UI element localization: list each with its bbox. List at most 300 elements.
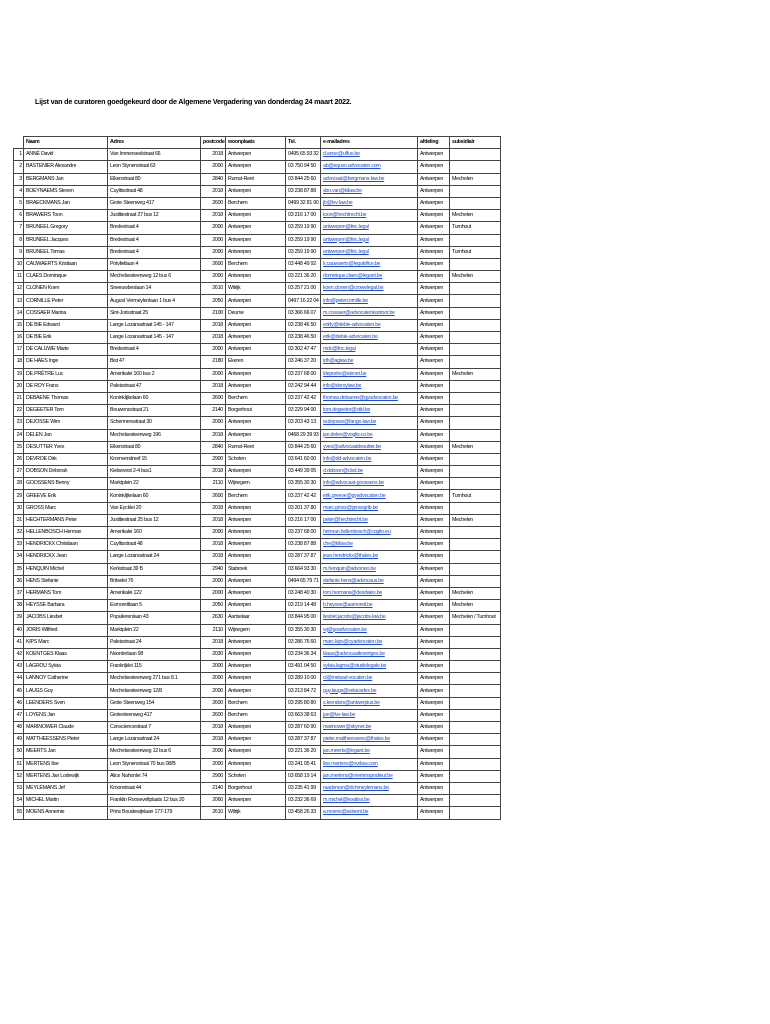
- cell-woonplaats: Borgerhout: [226, 782, 286, 794]
- cell-tel: 03 289 10 00: [286, 673, 321, 685]
- row-number: 33: [14, 539, 24, 551]
- email-link[interactable]: sylvia.lagrou@studiolegale.be: [321, 661, 418, 673]
- cell-postcode: 2000: [201, 527, 226, 539]
- cell-subsidiair: [450, 527, 501, 539]
- row-number: 37: [14, 587, 24, 599]
- cell-naam: GREEVE Erik: [24, 490, 108, 502]
- email-link[interactable]: jan@lvv-law.be: [321, 709, 418, 721]
- email-link[interactable]: toon@hechtrecht.be: [321, 210, 418, 222]
- cell-afdeling: Antwerpen: [418, 587, 450, 599]
- cell-naam: DE BIE Erik: [24, 332, 108, 344]
- header-subsidiair: subsidiair: [450, 137, 501, 149]
- cell-woonplaats: Antwerpen: [226, 417, 286, 429]
- cell-tel: 03 232 36 69: [286, 795, 321, 807]
- cell-subsidiair: [450, 770, 501, 782]
- cell-afdeling: Antwerpen: [418, 149, 450, 161]
- cell-postcode: 2600: [201, 392, 226, 404]
- row-number: 3: [14, 173, 24, 185]
- email-link[interactable]: info@petercornille.be: [321, 295, 418, 307]
- cell-tel: 03 302 47 47: [286, 344, 321, 356]
- row-number: 22: [14, 405, 24, 417]
- cell-tel: 03 229 94 00: [286, 405, 321, 417]
- cell-postcode: 2000: [201, 661, 226, 673]
- cell-woonplaats: Antwerpen: [226, 210, 286, 222]
- cell-tel: 03 287 60 90: [286, 722, 321, 734]
- cell-tel: 03 259 19 90: [286, 222, 321, 234]
- cell-postcode: 2140: [201, 782, 226, 794]
- table-row: [14, 770, 501, 782]
- email-link[interactable]: jan.meerts@legant.be: [321, 746, 418, 758]
- row-number: 6: [14, 210, 24, 222]
- cell-afdeling: Antwerpen: [418, 758, 450, 770]
- table-row: [14, 173, 501, 185]
- row-number: 52: [14, 770, 24, 782]
- cell-tel: 0499 32 81 90: [286, 197, 321, 209]
- header-number: [14, 137, 24, 149]
- cell-tel: 03 259 19 90: [286, 246, 321, 258]
- email-link[interactable]: marc.kips@cyadvocaten.be: [321, 636, 418, 648]
- cell-woonplaats: Berchem: [226, 392, 286, 404]
- cell-tel: 0495 65 93 32: [286, 149, 321, 161]
- cell-woonplaats: Borgerhout: [226, 405, 286, 417]
- cell-afdeling: Antwerpen: [418, 222, 450, 234]
- email-link[interactable]: antwerpen@linc.legal: [321, 234, 418, 246]
- cell-postcode: 2610: [201, 807, 226, 819]
- cell-adres: Amerikalei 160 bus 2: [108, 368, 201, 380]
- cell-naam: BASTENIER Alexandre: [24, 161, 108, 173]
- cell-afdeling: Antwerpen: [418, 624, 450, 636]
- cell-afdeling: Antwerpen: [418, 271, 450, 283]
- cell-tel: 03 201 37 80: [286, 502, 321, 514]
- table-row: [14, 356, 501, 368]
- email-link[interactable]: info@deroylaw.be: [321, 380, 418, 392]
- cell-adres: Elkenstraat 80: [108, 173, 201, 185]
- cell-woonplaats: Antwerpen: [226, 587, 286, 599]
- cell-subsidiair: [450, 197, 501, 209]
- cell-afdeling: Antwerpen: [418, 782, 450, 794]
- cell-woonplaats: Aartselaar: [226, 612, 286, 624]
- row-number: 25: [14, 441, 24, 453]
- cell-adres: Koninklijkelaan 60: [108, 490, 201, 502]
- cell-woonplaats: Antwerpen: [226, 539, 286, 551]
- email-link[interactable]: che@kllaw.be: [321, 539, 418, 551]
- cell-tel: 03 259 19 90: [286, 234, 321, 246]
- cell-adres: Schermersstraat 30: [108, 417, 201, 429]
- cell-adres: Grote Steenweg 417: [108, 197, 201, 209]
- cell-adres: Justitiestraat 25 bus 12: [108, 514, 201, 526]
- cell-afdeling: Antwerpen: [418, 392, 450, 404]
- cell-woonplaats: Rumst-Reet: [226, 173, 286, 185]
- cell-woonplaats: Antwerpen: [226, 380, 286, 392]
- cell-tel: 0494 65 79 71: [286, 575, 321, 587]
- cell-adres: Frankrijklei 115: [108, 661, 201, 673]
- cell-subsidiair: Mechelen: [450, 587, 501, 599]
- row-number: 17: [14, 344, 24, 356]
- cell-subsidiair: [450, 624, 501, 636]
- cell-naam: LANNOY Catherine: [24, 673, 108, 685]
- cell-tel: 03 844 25 60: [286, 441, 321, 453]
- cell-adres: Bredestraat 4: [108, 234, 201, 246]
- email-link[interactable]: eddy@debie-advocaten.be: [321, 319, 418, 331]
- cell-woonplaats: Wilrijk: [226, 807, 286, 819]
- cell-tel: 03 238 46 50: [286, 332, 321, 344]
- cell-postcode: 2018: [201, 332, 226, 344]
- cell-subsidiair: [450, 392, 501, 404]
- cell-afdeling: Antwerpen: [418, 612, 450, 624]
- email-link[interactable]: d.dobson@clsd.be: [321, 466, 418, 478]
- header-afdeling: afdeling: [418, 137, 450, 149]
- cell-adres: August Vermeylenlaan 1 bus 4: [108, 295, 201, 307]
- cell-tel: 03 216 17 00: [286, 210, 321, 222]
- cell-afdeling: Antwerpen: [418, 368, 450, 380]
- cell-postcode: 2000: [201, 673, 226, 685]
- email-link[interactable]: marc.gross@grossgrib.be: [321, 502, 418, 514]
- email-link[interactable]: koen.clonen@crowelegal.be: [321, 283, 418, 295]
- cell-woonplaats: Wijnegem: [226, 624, 286, 636]
- cell-postcode: 2000: [201, 587, 226, 599]
- table-row: [14, 746, 501, 758]
- row-number: 51: [14, 758, 24, 770]
- email-link[interactable]: antwerpen@linc.legal: [321, 246, 418, 258]
- row-number: 42: [14, 648, 24, 660]
- email-link[interactable]: ab@equvo.advocaten.com: [321, 161, 418, 173]
- cell-woonplaats: Rumst-Reet: [226, 441, 286, 453]
- cell-tel: 03 221 36 20: [286, 271, 321, 283]
- email-link[interactable]: herman.hellenbosch@cogito.eu: [321, 527, 418, 539]
- cell-naam: HERMANS Tom: [24, 587, 108, 599]
- cell-naam: MOENS Annemie: [24, 807, 108, 819]
- cell-naam: ANNÉ David: [24, 149, 108, 161]
- table-row: [14, 161, 501, 173]
- cell-naam: GROSS Marc: [24, 502, 108, 514]
- cell-tel: 03 750 94 50: [286, 161, 321, 173]
- cell-adres: Kerkstraat 39 B: [108, 563, 201, 575]
- cell-afdeling: Antwerpen: [418, 319, 450, 331]
- email-link[interactable]: ldepretre@elenet.be: [321, 368, 418, 380]
- cell-woonplaats: Antwerpen: [226, 466, 286, 478]
- cell-subsidiair: [450, 795, 501, 807]
- cell-afdeling: Antwerpen: [418, 295, 450, 307]
- cell-woonplaats: Antwerpen: [226, 600, 286, 612]
- email-link[interactable]: raadsman@dchmeylemans.be: [321, 782, 418, 794]
- email-link[interactable]: m.cossaer@advocatenkantoor.be: [321, 307, 418, 319]
- cell-naam: DEVROE Dirk: [24, 453, 108, 465]
- email-link[interactable]: peter@hechtrecht.be: [321, 514, 418, 526]
- cell-adres: Grote Steenweg 154: [108, 697, 201, 709]
- cell-postcode: 2900: [201, 453, 226, 465]
- row-number: 44: [14, 673, 24, 685]
- cell-woonplaats: Antwerpen: [226, 514, 286, 526]
- cell-woonplaats: Deurne: [226, 307, 286, 319]
- cell-woonplaats: Schoten: [226, 770, 286, 782]
- cell-adres: Consciencestraat 7: [108, 722, 201, 734]
- email-link[interactable]: advocaat@bergmans-law.be: [321, 173, 418, 185]
- cell-tel: 03 366 66 07: [286, 307, 321, 319]
- cell-tel: 03 355 30 30: [286, 624, 321, 636]
- header-woonplaats: woonplaats: [226, 137, 286, 149]
- cell-afdeling: Antwerpen: [418, 734, 450, 746]
- row-number: 24: [14, 429, 24, 441]
- cell-subsidiair: [450, 661, 501, 673]
- row-number: 36: [14, 575, 24, 587]
- cell-naam: MATTHEESSENS Pieter: [24, 734, 108, 746]
- row-number: 28: [14, 478, 24, 490]
- row-number: 14: [14, 307, 24, 319]
- cell-adres: Paleisstraat 47: [108, 380, 201, 392]
- cell-adres: Amerikalei 122: [108, 587, 201, 599]
- table-row: [14, 210, 501, 222]
- email-link[interactable]: jan.mertens@mertenspodieur.be: [321, 770, 418, 782]
- email-link[interactable]: m.michel@lexatiss.be: [321, 795, 418, 807]
- cell-postcode: 2180: [201, 356, 226, 368]
- cell-postcode: 2050: [201, 600, 226, 612]
- row-number: 55: [14, 807, 24, 819]
- cell-afdeling: Antwerpen: [418, 539, 450, 551]
- table-row: [14, 600, 501, 612]
- cell-naam: DE HAES Inge: [24, 356, 108, 368]
- cell-adres: Mechelsesteenweg 196: [108, 429, 201, 441]
- email-link[interactable]: k.cauwaerts@legalofice.be: [321, 258, 418, 270]
- cell-subsidiair: [450, 636, 501, 648]
- cell-naam: MERTENS Ilse: [24, 758, 108, 770]
- cell-tel: 03 658 19 14: [286, 770, 321, 782]
- cell-naam: DEJOSSE Wim: [24, 417, 108, 429]
- cell-afdeling: Antwerpen: [418, 551, 450, 563]
- cell-naam: JORIS Wilfried: [24, 624, 108, 636]
- cell-adres: Lange Lozanastraat 24: [108, 551, 201, 563]
- cell-subsidiair: [450, 648, 501, 660]
- email-link[interactable]: wj@goadvocaten.be: [321, 624, 418, 636]
- email-link[interactable]: w.dejosse@fango-law.be: [321, 417, 418, 429]
- email-link[interactable]: erik@debie-advocaten.be: [321, 332, 418, 344]
- table-body: [14, 149, 501, 819]
- cell-postcode: 2840: [201, 441, 226, 453]
- table-row: [14, 332, 501, 344]
- row-number: 20: [14, 380, 24, 392]
- cell-tel: 03 216 17 00: [286, 514, 321, 526]
- email-link[interactable]: info@dd-advocaten.be: [321, 453, 418, 465]
- cell-naam: LOYENS Jan: [24, 709, 108, 721]
- cell-woonplaats: Antwerpen: [226, 319, 286, 331]
- cell-woonplaats: Antwerpen: [226, 234, 286, 246]
- email-link[interactable]: mdc@linc.legal: [321, 344, 418, 356]
- cell-afdeling: Antwerpen: [418, 234, 450, 246]
- cell-subsidiair: [450, 758, 501, 770]
- email-link[interactable]: b.heysse@aamoreit.be: [321, 600, 418, 612]
- cell-subsidiair: Turnhout: [450, 490, 501, 502]
- cell-postcode: 2140: [201, 405, 226, 417]
- cell-postcode: 2030: [201, 648, 226, 660]
- cell-afdeling: Antwerpen: [418, 161, 450, 173]
- table-row: [14, 709, 501, 721]
- cell-subsidiair: [450, 453, 501, 465]
- cell-naam: HENDRICKX Jean: [24, 551, 108, 563]
- cell-tel: 03 213 84 72: [286, 685, 321, 697]
- row-number: 31: [14, 514, 24, 526]
- row-number: 50: [14, 746, 24, 758]
- row-number: 39: [14, 612, 24, 624]
- cell-woonplaats: Antwerpen: [226, 222, 286, 234]
- row-number: 21: [14, 392, 24, 404]
- cell-subsidiair: [450, 319, 501, 331]
- cell-woonplaats: Antwerpen: [226, 648, 286, 660]
- cell-subsidiair: [450, 807, 501, 819]
- cell-adres: Kroonstraat 44: [108, 782, 201, 794]
- cell-woonplaats: Antwerpen: [226, 673, 286, 685]
- cell-subsidiair: [450, 575, 501, 587]
- email-link[interactable]: pieter.mattheessens@thales.be: [321, 734, 418, 746]
- table-row: [14, 271, 501, 283]
- cell-adres: Noorderlaan 98: [108, 648, 201, 660]
- cell-woonplaats: Antwerpen: [226, 161, 286, 173]
- cell-afdeling: Antwerpen: [418, 807, 450, 819]
- cell-postcode: 2000: [201, 685, 226, 697]
- cell-postcode: 2900: [201, 770, 226, 782]
- cell-adres: Sint-Jorisstraat 25: [108, 307, 201, 319]
- cell-afdeling: Antwerpen: [418, 185, 450, 197]
- cell-naam: BOEYNAEMS Steven: [24, 185, 108, 197]
- cell-adres: Britselei 76: [108, 575, 201, 587]
- email-link[interactable]: jan.delen@voglis-co.be: [321, 429, 418, 441]
- row-number: 34: [14, 551, 24, 563]
- email-link[interactable]: cl@metsad-vocaten.be: [321, 673, 418, 685]
- row-number: 16: [14, 332, 24, 344]
- cell-afdeling: Antwerpen: [418, 795, 450, 807]
- email-link[interactable]: idh@aglaw.be: [321, 356, 418, 368]
- cell-adres: Bredestraat 4: [108, 344, 201, 356]
- email-link[interactable]: s.leenders@antwerpius.be: [321, 697, 418, 709]
- row-number: 47: [14, 709, 24, 721]
- cell-subsidiair: [450, 722, 501, 734]
- cell-subsidiair: Mechelen: [450, 271, 501, 283]
- cell-woonplaats: Antwerpen: [226, 685, 286, 697]
- cell-postcode: 2018: [201, 734, 226, 746]
- email-link[interactable]: dominique.claes@legant.be: [321, 271, 418, 283]
- cell-afdeling: Antwerpen: [418, 770, 450, 782]
- email-link[interactable]: tom.degeeter@stld.be: [321, 405, 418, 417]
- cell-adres: Bredestraat 4: [108, 246, 201, 258]
- row-number: 8: [14, 234, 24, 246]
- table-row: [14, 490, 501, 502]
- table-row: [14, 673, 501, 685]
- cell-subsidiair: [450, 746, 501, 758]
- email-link[interactable]: antwerpen@linc.legal: [321, 222, 418, 234]
- row-number: 54: [14, 795, 24, 807]
- email-link[interactable]: d.anne@uffuo.be: [321, 149, 418, 161]
- email-link[interactable]: thomas.debaene@gyadvocaten.be: [321, 392, 418, 404]
- cell-subsidiair: [450, 417, 501, 429]
- cell-woonplaats: Antwerpen: [226, 636, 286, 648]
- email-link[interactable]: klaas@advocaatkoentges.be: [321, 648, 418, 660]
- cell-adres: Cuylitsstraat 48: [108, 539, 201, 551]
- cell-postcode: 2840: [201, 173, 226, 185]
- table-row: [14, 758, 501, 770]
- cell-woonplaats: Antwerpen: [226, 661, 286, 673]
- email-link[interactable]: stefanie.hens@advocaus.be: [321, 575, 418, 587]
- row-number: 29: [14, 490, 24, 502]
- email-link[interactable]: marinower@skynet.be: [321, 722, 418, 734]
- cell-naam: BRUNEEL Jacques: [24, 234, 108, 246]
- cell-naam: HECHTERMANS Peter: [24, 514, 108, 526]
- row-number: 18: [14, 356, 24, 368]
- cell-adres: Marktplein 22: [108, 624, 201, 636]
- cell-woonplaats: Ekeren: [226, 356, 286, 368]
- cell-tel: 03 287 37 87: [286, 734, 321, 746]
- cell-adres: Van Immerseelstraat 66: [108, 149, 201, 161]
- cell-naam: HENQUIN Michel: [24, 563, 108, 575]
- cell-adres: Mechelsesteenweg 271 bus 8.1: [108, 673, 201, 685]
- cell-naam: MEYLEMANS Jef: [24, 782, 108, 794]
- email-link[interactable]: jean.hendrickx@thales.be: [321, 551, 418, 563]
- cell-afdeling: Antwerpen: [418, 258, 450, 270]
- cell-postcode: 2940: [201, 563, 226, 575]
- email-link[interactable]: a.moens@axisent.be: [321, 807, 418, 819]
- cell-afdeling: Antwerpen: [418, 661, 450, 673]
- cell-adres: Bist 47: [108, 356, 201, 368]
- cell-adres: Mechelsesteenweg 12/8: [108, 685, 201, 697]
- cell-adres: Lange Lozanastraat 24: [108, 734, 201, 746]
- cell-postcode: 2000: [201, 344, 226, 356]
- table-row: [14, 722, 501, 734]
- email-link[interactable]: sbo.van@kllaw.be: [321, 185, 418, 197]
- email-link[interactable]: m.henquin@advoneo.be: [321, 563, 418, 575]
- email-link[interactable]: liesbet.jacobs@jacobs-law.be: [321, 612, 418, 624]
- row-number: 46: [14, 697, 24, 709]
- email-link[interactable]: erik.greeve@gyadvocaten.be: [321, 490, 418, 502]
- cell-subsidiair: [450, 734, 501, 746]
- cell-naam: COSSAER Marina: [24, 307, 108, 319]
- cell-afdeling: Antwerpen: [418, 332, 450, 344]
- email-link[interactable]: info@advocaat-goossens.be: [321, 478, 418, 490]
- cell-adres: Grotesteenweg 417: [108, 709, 201, 721]
- cell-subsidiair: [450, 258, 501, 270]
- row-number: 15: [14, 319, 24, 331]
- email-link[interactable]: jb@lvv-law.be: [321, 197, 418, 209]
- cell-postcode: 2600: [201, 490, 226, 502]
- cell-subsidiair: [450, 332, 501, 344]
- cell-afdeling: Antwerpen: [418, 453, 450, 465]
- cell-tel: 03 355 30 30: [286, 478, 321, 490]
- cell-postcode: 2018: [201, 380, 226, 392]
- row-number: 45: [14, 685, 24, 697]
- table-row: [14, 441, 501, 453]
- cell-subsidiair: [450, 185, 501, 197]
- cell-naam: JACOBS Liesbet: [24, 612, 108, 624]
- cell-subsidiair: Mechelen: [450, 600, 501, 612]
- cell-tel: 03 237 42 42: [286, 392, 321, 404]
- cell-postcode: 2000: [201, 234, 226, 246]
- cell-subsidiair: [450, 356, 501, 368]
- cell-subsidiair: [450, 149, 501, 161]
- cell-tel: 03 287 37 87: [286, 551, 321, 563]
- email-link[interactable]: yves@advocaatdesutter.be: [321, 441, 418, 453]
- email-link[interactable]: ilse.mertens@vvdaw.com: [321, 758, 418, 770]
- row-number: 23: [14, 417, 24, 429]
- cell-subsidiair: [450, 405, 501, 417]
- table-header-row: [14, 137, 501, 149]
- cell-tel: 03 238 46 50: [286, 319, 321, 331]
- cell-adres: Esmoreitlaan 5: [108, 600, 201, 612]
- cell-afdeling: Antwerpen: [418, 722, 450, 734]
- cell-naam: DE BIE Edward: [24, 319, 108, 331]
- cell-afdeling: Antwerpen: [418, 490, 450, 502]
- email-link[interactable]: tom.hermans@desdalex.be: [321, 587, 418, 599]
- cell-woonplaats: Berchem: [226, 709, 286, 721]
- email-link[interactable]: guy.laugs@selacadex.be: [321, 685, 418, 697]
- cell-tel: 0497 16 22 04: [286, 295, 321, 307]
- cell-naam: LAUGS Guy: [24, 685, 108, 697]
- cell-postcode: 2000: [201, 746, 226, 758]
